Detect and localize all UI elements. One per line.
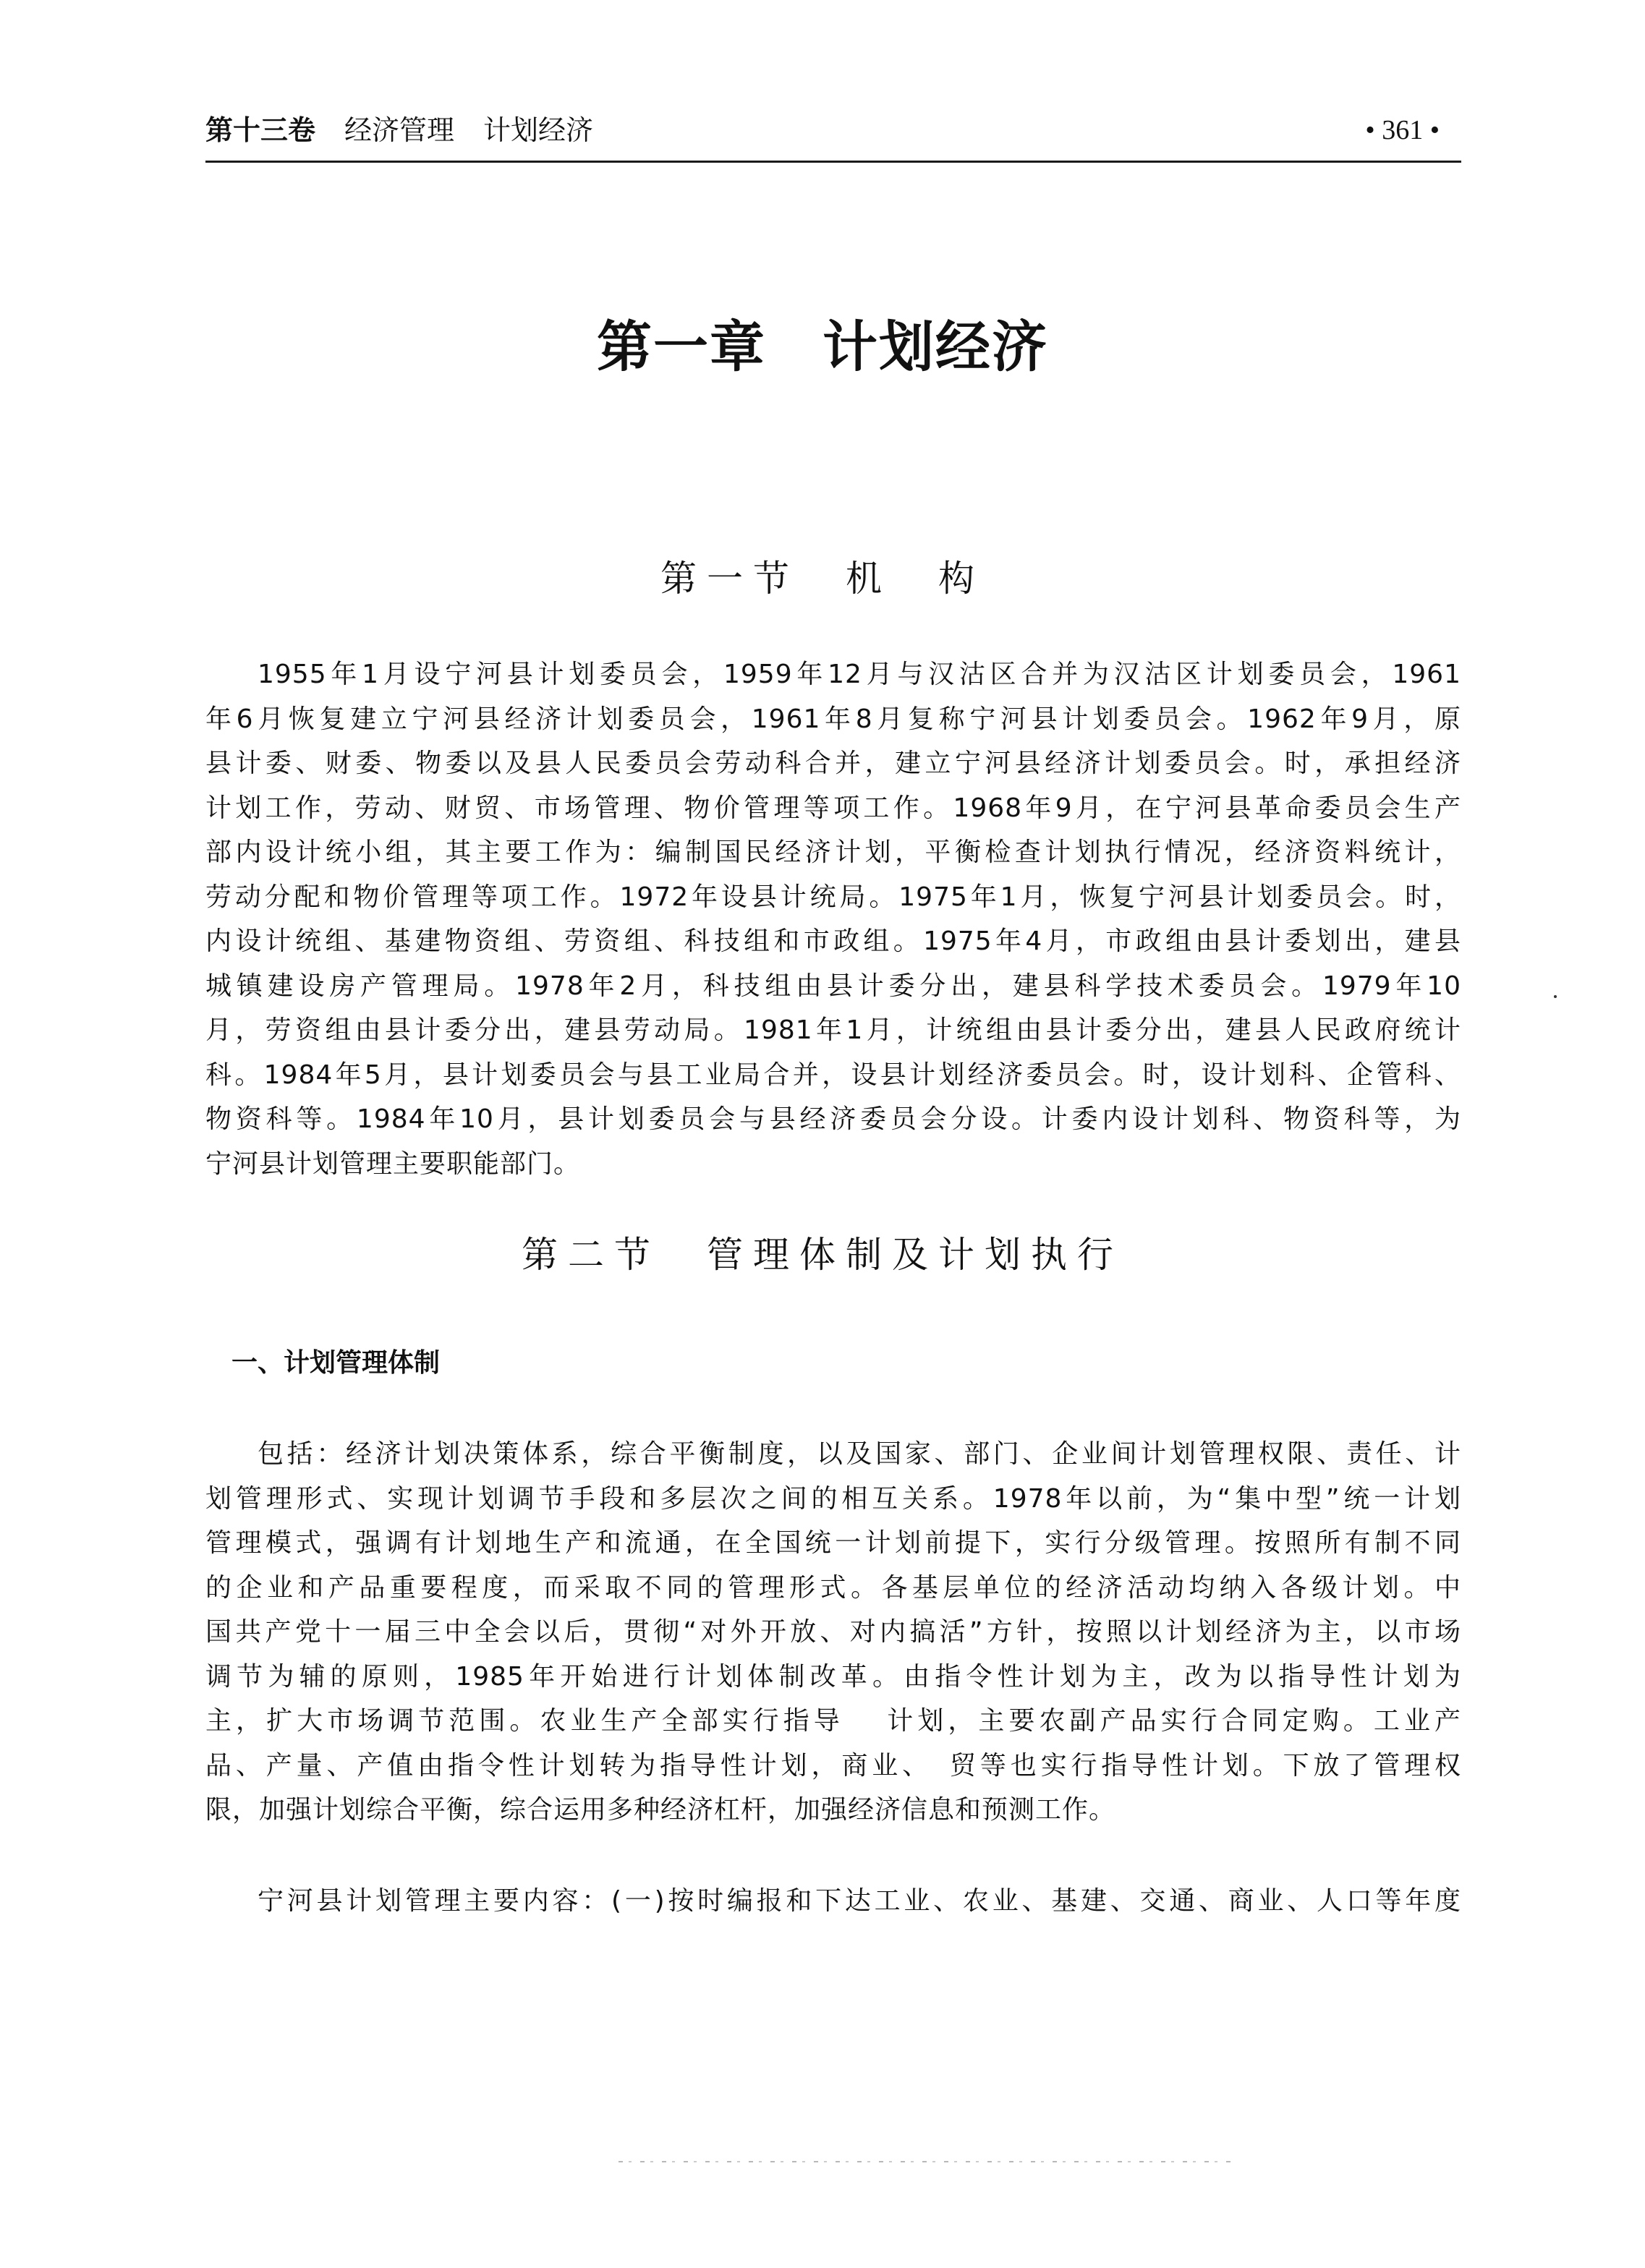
header-divider bbox=[205, 161, 1461, 163]
page-number: • 361 • bbox=[1365, 115, 1440, 145]
header-volume: 第十三卷 bbox=[205, 114, 316, 146]
text-line: 调节为辅的原则，1985年开始进行计划体制改革。由指令性计划为主，改为以指导性计划为 bbox=[205, 1661, 1461, 1692]
text-line: 内设计统组、基建物资组、劳资组、科技组和市政组。1975年4月，市政组由县计委划出，建县 bbox=[205, 926, 1461, 956]
text-line: 县计委、财委、物委以及县人民委员会劳动科合并，建立宁河县经济计划委员会。时，承担经济 bbox=[205, 749, 1461, 778]
subheading-planning-system: 一、计划管理体制 bbox=[231, 1348, 441, 1378]
section-2-paragraph-2 bbox=[205, 1879, 1461, 1924]
text-line: 年6月恢复建立宁河县经济计划委员会，1961年8月复称宁河县计划委员会。1962年9月，原 bbox=[205, 704, 1461, 734]
section-1-title: 第一节 机 构 bbox=[660, 558, 985, 600]
header-category: 经济管理 bbox=[344, 114, 455, 146]
text-line: 科。1984年5月，县计划委员会与县工业局合并，设县计划经济委员会。时，设计划科、企管科、 bbox=[205, 1060, 1461, 1090]
text-line: 计划工作，劳动、财贸、市场管理、物价管理等项工作。1968年9月，在宁河县革命委员会生产 bbox=[205, 793, 1461, 823]
text-line: 劳动分配和物价管理等项工作。1972年设县计统局。1975年1月，恢复宁河县计划委员会。时， bbox=[205, 882, 1461, 912]
text-line: 限，加强计划综合平衡，综合运用多种经济杠杆，加强经济信息和预测工作。 bbox=[205, 1795, 1116, 1825]
section-1-paragraph bbox=[205, 652, 1461, 1186]
chapter-title: 第一章 计划经济 bbox=[597, 315, 1048, 379]
text-line: 划管理形式、实现计划调节手段和多层次之间的相互关系。1978年以前，为“集中型”统一计划 bbox=[205, 1483, 1461, 1514]
text-line: 主，扩大市场调节范围。农业生产全部实行指导 计划，主要农副产品实行合同定购。工业产 bbox=[205, 1706, 1461, 1736]
header-topic: 计划经济 bbox=[483, 114, 594, 146]
scan-speck bbox=[1554, 995, 1557, 998]
text-line: 国共产党十一届三中全会以后，贯彻“对外开放、对内搞活”方针，按照以计划经济为主，以市场 bbox=[205, 1617, 1461, 1647]
scan-noise-line bbox=[619, 2161, 1233, 2162]
section-2-paragraph-1 bbox=[205, 1432, 1461, 1833]
header-breadcrumb bbox=[205, 108, 593, 152]
text-line: 宁河县计划管理主要职能部门。 bbox=[205, 1148, 581, 1179]
text-line: 月，劳资组由县计委分出，建县劳动局。1981年1月，计统组由县计委分出，建县人民政府统计 bbox=[205, 1015, 1461, 1045]
section-2-title: 第二节 管理体制及计划执行 bbox=[522, 1234, 1123, 1276]
text-line: 1955年1月设宁河县计划委员会，1959年12月与汉沽区合并为汉沽区计划委员会，1961 bbox=[258, 660, 1461, 689]
running-header bbox=[205, 108, 1461, 152]
text-line: 的企业和产品重要程度，而采取不同的管理形式。各基层单位的经济活动均纳入各级计划。中 bbox=[205, 1572, 1461, 1603]
text-line: 品、产量、产值由指令性计划转为指导性计划，商业、 贸等也实行指导性计划。下放了管理权 bbox=[205, 1750, 1461, 1781]
text-line: 物资科等。1984年10月，县计划委员会与县经济委员会分设。计委内设计划科、物资科等，为 bbox=[205, 1104, 1461, 1134]
text-line: 城镇建设房产管理局。1978年2月，科技组由县计委分出，建县科学技术委员会。1979年10 bbox=[205, 971, 1461, 1001]
text-line: 包括：经济计划决策体系，综合平衡制度，以及国家、部门、企业间计划管理权限、责任、计 bbox=[258, 1439, 1461, 1469]
text-line: 管理模式，强调有计划地生产和流通，在全国统一计划前提下，实行分级管理。按照所有制不同 bbox=[205, 1528, 1461, 1558]
text-line: 宁河县计划管理主要内容：(一)按时编报和下达工业、农业、基建、交通、商业、人口等年度 bbox=[258, 1886, 1461, 1916]
text-line: 部内设计统小组，其主要工作为：编制国民经济计划，平衡检查计划执行情况，经济资料统计， bbox=[205, 837, 1461, 867]
